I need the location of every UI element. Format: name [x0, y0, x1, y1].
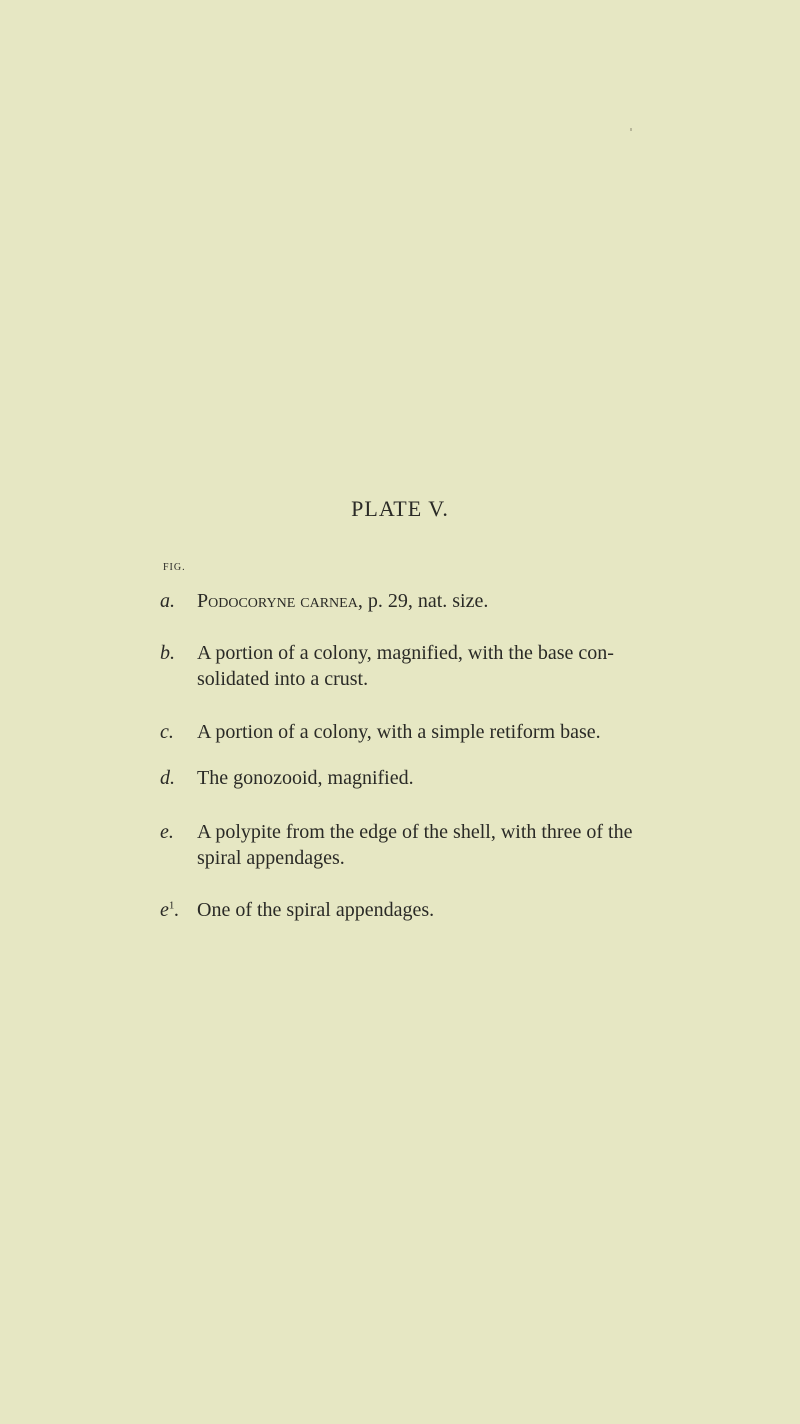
- figure-letter-suffix: .: [174, 899, 180, 921]
- figure-letter: c.: [160, 721, 174, 743]
- figure-letter-superscript: 1: [168, 899, 175, 912]
- species-name: Podocoryne carnea: [197, 590, 358, 612]
- figure-caption-line: One of the spiral appendages.: [197, 899, 435, 921]
- figure-caption-line: A portion of a colony, magnified, with the base con-: [197, 642, 614, 664]
- caption-rest: , p. 29, nat. size.: [357, 590, 489, 612]
- figure-entry-e: [160, 819, 750, 871]
- figure-entry-e1: [160, 897, 750, 923]
- fig-label: FIG.: [163, 562, 186, 573]
- figure-caption-line: A portion of a colony, with a simple retiform base.: [197, 721, 601, 743]
- figure-letter: b.: [160, 642, 175, 664]
- figure-letter: [160, 897, 179, 923]
- figure-letter-base: e: [160, 899, 169, 921]
- figure-letter: a.: [160, 590, 175, 612]
- figure-caption: [197, 588, 750, 614]
- plate-title: PLATE V.: [351, 496, 449, 521]
- figure-entry-a: [160, 588, 750, 614]
- figure-caption-line: The gonozooid, magnified.: [197, 767, 414, 789]
- figure-entry-d: [160, 765, 750, 791]
- figure-caption-line: A polypite from the edge of the shell, with three of the: [197, 821, 633, 843]
- paper-speck: [630, 128, 632, 131]
- figure-caption-line: spiral appendages.: [197, 847, 345, 869]
- figure-caption-line: solidated into a crust.: [197, 668, 369, 690]
- figure-entry-c: [160, 719, 750, 745]
- figure-letter: e.: [160, 821, 174, 843]
- figure-entry-b: [160, 640, 750, 692]
- figure-letter: d.: [160, 767, 175, 789]
